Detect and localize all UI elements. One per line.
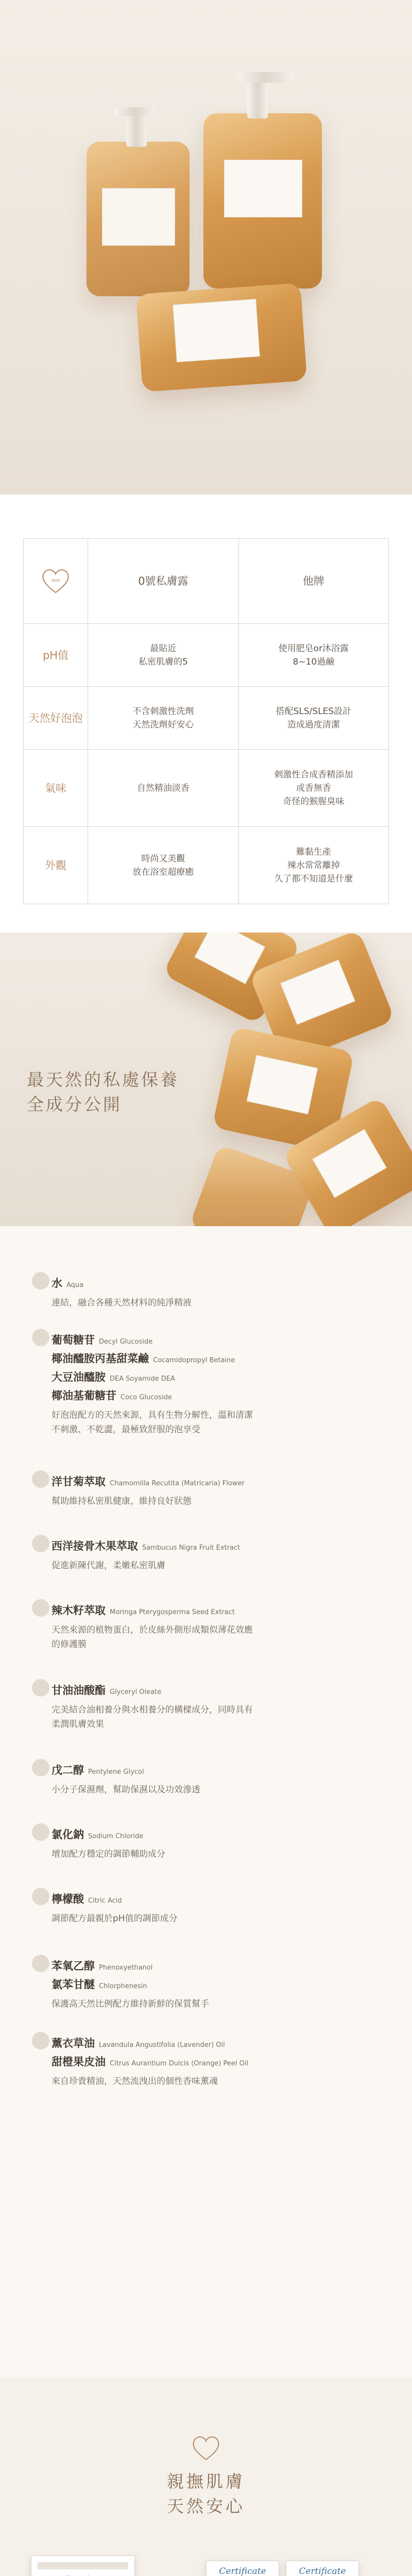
bottle-left xyxy=(87,142,190,296)
ingredient-desc: 來自珍貴精油，天然流洩出的個性香味薰魂 xyxy=(52,2076,218,2087)
row-other: 難黏生產 辣水常常離掉 久了都不知道是什麼 xyxy=(238,827,388,904)
ingredient-desc: 調節配方最親於pH值的調節成分 xyxy=(52,1913,178,1924)
ingredient-inci: Citric Acid xyxy=(88,1897,122,1905)
ingredient-name: 甘油油酸酯 xyxy=(52,1684,106,1697)
ingredient-name: 氯苯甘醚 xyxy=(52,1978,95,1991)
ingredient-item xyxy=(52,2035,381,2089)
ingredient-name: 戊二醇 xyxy=(52,1764,84,1776)
ingredient-desc: 連結，融合各種天然材料的純淨精液 xyxy=(52,1298,192,1308)
bottle-front xyxy=(136,283,307,392)
ingredient-name: 葡萄糖苷 xyxy=(52,1334,95,1346)
bullet-dot xyxy=(32,1599,49,1617)
ingredient-desc: 好泡泡配方的天然來源，具有生物分解性，溫和清潔 不刺激、不乾澀，最極致舒服的泡享受 xyxy=(52,1410,253,1435)
ingredients-banner xyxy=(0,933,412,1226)
ingredient-name: 氯化鈉 xyxy=(52,1828,84,1841)
ingredient-inci: DEA Soyamide DEA xyxy=(110,1375,175,1383)
doc-heading: Certificate xyxy=(299,2566,346,2576)
ingredient-desc: 完美結合油相養分與水相養分的構樑成分，同時具有 柔潤肌膚效果 xyxy=(52,1705,253,1730)
ingredient-item xyxy=(52,1682,381,1732)
comparison-table xyxy=(23,538,389,904)
ingredient-name: 洋甘菊萃取 xyxy=(52,1476,106,1488)
row-label: pH值 xyxy=(24,624,88,687)
table-row xyxy=(24,624,389,687)
table-header-row xyxy=(24,539,389,624)
ingredient-item xyxy=(52,1332,381,1437)
row-label: 天然好泡泡 xyxy=(24,687,88,750)
ingredient-name: 薰衣草油 xyxy=(52,2037,95,2049)
row-ours: 時尚又美觀 放在浴室超療癒 xyxy=(88,827,239,904)
ingredient-inci: Sodium Chloride xyxy=(88,1833,144,1840)
ingredient-inci: Sambucus Nigra Fruit Extract xyxy=(142,1544,241,1552)
ingredient-desc: 促進新陳代謝，柔嫩私密肌膚 xyxy=(52,1561,165,1571)
cert-title-line2: 天然安心 xyxy=(167,2496,245,2516)
ingredient-name: 大豆油醯胺 xyxy=(52,1371,106,1383)
banner-title xyxy=(27,1067,179,1117)
heart-icon xyxy=(39,565,72,598)
ingredient-name: 苯氧乙醇 xyxy=(52,1960,95,1972)
ingredient-name: 甜橙果皮油 xyxy=(52,2056,106,2068)
table-row xyxy=(24,827,389,904)
ingredient-desc: 增加配方穩定的調節輔助成分 xyxy=(52,1849,165,1859)
ingredient-inci: Chamomilla Recutita (Matricaria) Flower xyxy=(110,1480,245,1487)
bullet-dot xyxy=(32,1470,49,1488)
ingredient-desc: 幫助維持私密肌健康，維持良好狀態 xyxy=(52,1496,192,1506)
ingredient-desc: 保護高天然比例配方維持新鮮的保質幫手 xyxy=(52,1999,209,2009)
ingredient-name: 檸檬酸 xyxy=(52,1893,84,1905)
ingredient-inci: Phenoxyethanol xyxy=(99,1964,153,1972)
row-label: 外觀 xyxy=(24,827,88,904)
ingredient-inci: Lavandula Angustifolia (Lavender) Oil xyxy=(99,2041,225,2049)
ingredient-inci: Chlorphenesin xyxy=(99,1982,147,1990)
bottle-right xyxy=(203,113,322,289)
ingredient-inci: Aqua xyxy=(66,1281,84,1289)
bullet-dot xyxy=(32,1759,49,1776)
ingredient-item xyxy=(52,1958,381,2011)
bullet-dot xyxy=(32,1329,49,1346)
ingredient-name: 辣木籽萃取 xyxy=(52,1604,106,1617)
ingredient-list xyxy=(0,1226,412,2378)
ingredient-inci: Glyceryl Oleate xyxy=(110,1688,162,1696)
banner-title-line2: 全成分公開 xyxy=(27,1094,122,1114)
bullet-dot xyxy=(32,1888,49,1905)
bullet-dot xyxy=(32,1823,49,1841)
ingredient-item xyxy=(52,1762,381,1797)
row-ours: 自然精油淡香 xyxy=(88,750,239,827)
row-label: 氣味 xyxy=(24,750,88,827)
iso-certificate-doc xyxy=(286,2561,359,2576)
bullet-dot xyxy=(32,1955,49,1972)
table-row xyxy=(24,687,389,750)
ingredient-item xyxy=(52,1891,381,1926)
ingredient-inci: Moringa Pterygosperma Seed Extract xyxy=(110,1608,235,1616)
ingredient-name: 椰油基葡糖苷 xyxy=(52,1389,116,1402)
doc-heading: Certificate xyxy=(219,2566,266,2576)
header-ours: 0號私膚露 xyxy=(88,539,239,624)
ingredient-inci: Coco Glucoside xyxy=(121,1394,172,1401)
ingredient-inci: Cocamidopropyl Betaine xyxy=(153,1357,235,1364)
cert-title-line1: 親撫肌膚 xyxy=(167,2471,245,2492)
row-ours: 不含刺激性洗劑 天然洗劑好安心 xyxy=(88,687,239,750)
row-other: 使用肥皂or沐浴露 8~10過鹼 xyxy=(238,624,388,687)
certification-section xyxy=(0,2378,412,2576)
ingredient-name: 椰油醯胺丙基甜菜鹼 xyxy=(52,1352,149,1365)
ingredient-item xyxy=(52,1826,381,1861)
table-row xyxy=(24,750,389,827)
ingredient-desc: 小分子保濕劑，幫助保濕以及功效滲透 xyxy=(52,1785,200,1795)
bullet-dot xyxy=(32,1535,49,1552)
ingredient-name: 水 xyxy=(52,1277,62,1290)
bullet-dot xyxy=(32,2032,49,2049)
comparison-section xyxy=(0,495,412,933)
hero-product-photo xyxy=(0,0,412,495)
heart-cell xyxy=(24,539,88,624)
iso-certificate-doc xyxy=(206,2561,279,2576)
cert-title xyxy=(0,2469,412,2519)
ingredient-inci: Citrus Aurantium Dulcis (Orange) Peel Oil xyxy=(110,2060,249,2067)
ingredient-name: 西洋接骨木果萃取 xyxy=(52,1540,138,1552)
banner-title-line1: 最天然的私處保養 xyxy=(27,1070,179,1090)
bottle-right-pump xyxy=(247,77,268,118)
ingredient-item xyxy=(52,1275,381,1310)
header-other: 他牌 xyxy=(238,539,388,624)
ingredient-item xyxy=(52,1538,381,1573)
bullet-dot xyxy=(32,1272,49,1290)
ingredient-desc: 天然來源的植物蛋白，於皮絲外側形成類似薄花效應 的修護膜 xyxy=(52,1625,253,1650)
cosmos-certificate-doc xyxy=(31,2555,135,2576)
ingredient-inci: Pentylene Glycol xyxy=(88,1768,144,1776)
bullet-dot xyxy=(32,1679,49,1697)
row-other: 搭配SLS/SLES設計 造成過度清潔 xyxy=(238,687,388,750)
ingredient-item xyxy=(52,1602,381,1652)
ingredient-item xyxy=(52,1473,381,1509)
heart-icon xyxy=(190,2432,222,2465)
ingredient-inci: Decyl Glucoside xyxy=(99,1338,153,1346)
row-other: 刺激性合成香精添加 或香無香 奇怪的猴腥臭味 xyxy=(238,750,388,827)
row-ours: 最貼近 私密肌膚的5 xyxy=(88,624,239,687)
svg-text:ooo: ooo xyxy=(51,578,60,583)
